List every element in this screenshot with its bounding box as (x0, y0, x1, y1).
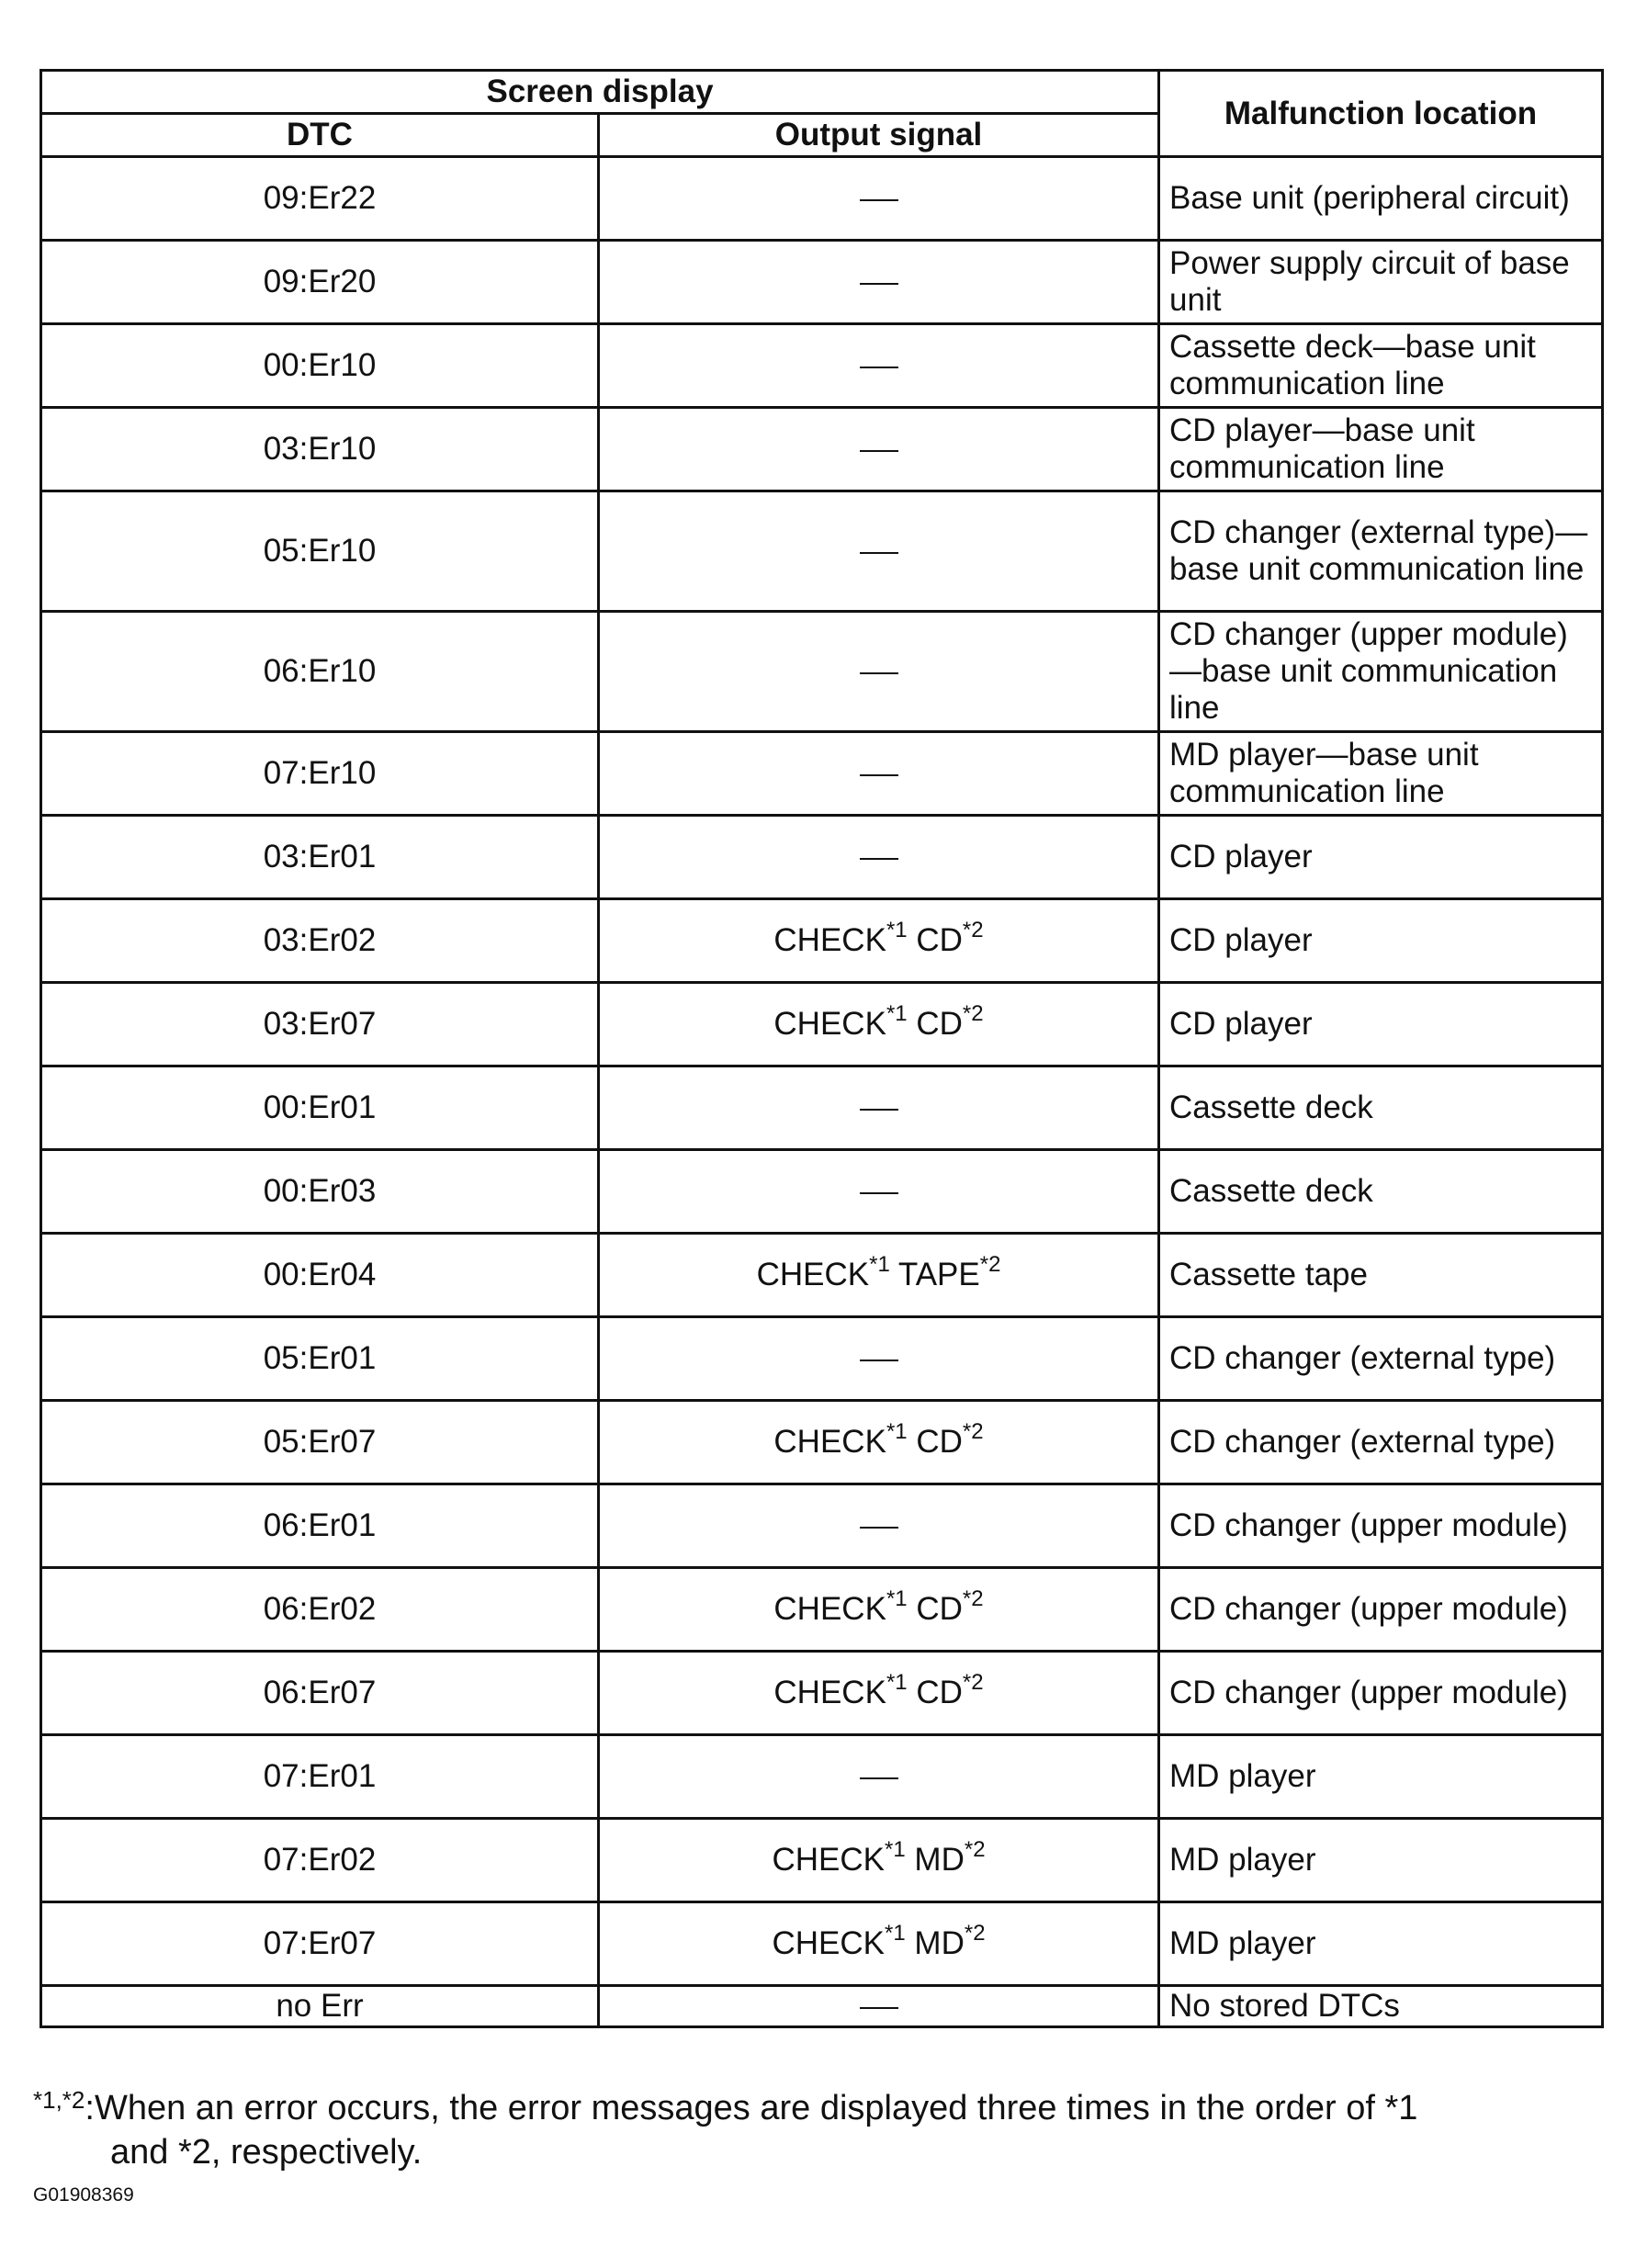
table-row (41, 983, 1603, 1066)
output-signal-cell (599, 1986, 1159, 2027)
em-dash (860, 1777, 898, 1779)
malfunction-location-cell: Cassette deck (1159, 1066, 1603, 1150)
output-sup-2: *2 (962, 1001, 984, 1027)
output-signal-cell (599, 1317, 1159, 1401)
output-signal-cell (599, 1819, 1159, 1902)
footnote (33, 2078, 1595, 2174)
table-row (41, 408, 1603, 491)
dtc-cell: 03:Er07 (41, 983, 599, 1066)
output-sup-1: *1 (869, 1252, 890, 1278)
output-signal-cell (599, 1568, 1159, 1652)
table-row (41, 1150, 1603, 1234)
output-signal-cell (599, 732, 1159, 816)
table-row (41, 1819, 1603, 1902)
table-row (41, 1735, 1603, 1819)
dtc-cell: 03:Er02 (41, 899, 599, 983)
output-signal-cell (599, 491, 1159, 612)
output-signal-cell (599, 408, 1159, 491)
output-signal-cell (599, 1735, 1159, 1819)
dtc-table (39, 69, 1604, 2028)
em-dash (860, 2007, 898, 2009)
output-sup-2: *2 (962, 1670, 984, 1696)
output-word-1: CHECK (773, 922, 886, 958)
table-row (41, 1401, 1603, 1484)
dtc-cell: 07:Er02 (41, 1819, 599, 1902)
output-word-2: CD (916, 1591, 963, 1627)
table-row (41, 732, 1603, 816)
malfunction-location-cell: CD changer (upper module) (1159, 1652, 1603, 1735)
table-row (41, 1986, 1603, 2027)
malfunction-location-cell: No stored DTCs (1159, 1986, 1603, 2027)
malfunction-location-cell: CD changer (upper module)—base unit communication line (1159, 612, 1603, 732)
output-signal-cell (599, 612, 1159, 732)
dtc-cell: 07:Er07 (41, 1902, 599, 1986)
em-dash (860, 450, 898, 452)
table-row (41, 1317, 1603, 1401)
output-word-1: CHECK (756, 1257, 870, 1292)
malfunction-location-cell: MD player (1159, 1902, 1603, 1986)
dtc-cell: 06:Er07 (41, 1652, 599, 1735)
output-word-2: CD (916, 922, 963, 958)
dtc-cell: 09:Er22 (41, 157, 599, 241)
table-row (41, 1066, 1603, 1150)
output-sup-1: *1 (886, 1586, 908, 1612)
output-signal-cell (599, 1066, 1159, 1150)
dtc-cell: 05:Er07 (41, 1401, 599, 1484)
em-dash (860, 774, 898, 776)
dtc-cell: 03:Er10 (41, 408, 599, 491)
dtc-cell: 00:Er04 (41, 1234, 599, 1317)
output-word-2: MD (914, 1925, 965, 1961)
output-signal-cell (599, 1234, 1159, 1317)
dtc-cell: 06:Er01 (41, 1484, 599, 1568)
output-word-1: CHECK (773, 1424, 886, 1460)
malfunction-location-cell: MD player (1159, 1735, 1603, 1819)
malfunction-location-cell: CD player—base unit communication line (1159, 408, 1603, 491)
malfunction-location-cell: Base unit (peripheral circuit) (1159, 157, 1603, 241)
output-sup-1: *1 (886, 1419, 908, 1445)
dtc-cell: 00:Er10 (41, 324, 599, 408)
malfunction-location-cell: Cassette tape (1159, 1234, 1603, 1317)
output-word-2: TAPE (897, 1257, 980, 1292)
em-dash (860, 199, 898, 201)
dtc-cell: 00:Er01 (41, 1066, 599, 1150)
dtc-cell: 05:Er01 (41, 1317, 599, 1401)
header-malfunction-location: Malfunction location (1159, 71, 1603, 157)
output-word-1: CHECK (773, 1591, 886, 1627)
output-word-1: CHECK (772, 1842, 885, 1878)
dtc-cell: 00:Er03 (41, 1150, 599, 1234)
output-signal-cell (599, 899, 1159, 983)
output-word-2: CD (916, 1424, 963, 1460)
table-row (41, 1652, 1603, 1735)
dtc-table-body (41, 157, 1603, 2027)
footnote-line-2: and *2, respectively. (110, 2133, 423, 2172)
output-word-2: CD (916, 1006, 963, 1042)
table-row (41, 157, 1603, 241)
malfunction-location-cell: CD changer (upper module) (1159, 1484, 1603, 1568)
header-output-signal: Output signal (599, 114, 1159, 157)
malfunction-location-cell: CD player (1159, 983, 1603, 1066)
malfunction-location-cell: CD changer (external type) (1159, 1401, 1603, 1484)
em-dash (860, 552, 898, 554)
dtc-cell: 06:Er02 (41, 1568, 599, 1652)
dtc-cell: 05:Er10 (41, 491, 599, 612)
dtc-cell: 09:Er20 (41, 241, 599, 324)
output-signal-cell (599, 324, 1159, 408)
em-dash (860, 858, 898, 860)
dtc-cell: 03:Er01 (41, 816, 599, 899)
table-row (41, 324, 1603, 408)
malfunction-location-cell: CD player (1159, 816, 1603, 899)
em-dash (860, 367, 898, 368)
malfunction-location-cell: CD changer (external type)—base unit communication line (1159, 491, 1603, 612)
output-word-1: CHECK (773, 1675, 886, 1710)
table-row (41, 1568, 1603, 1652)
output-signal-cell (599, 241, 1159, 324)
footnote-line-1: :When an error occurs, the error messages are displayed three times in the order of *1 (85, 2089, 1418, 2127)
malfunction-location-cell: Power supply circuit of base unit (1159, 241, 1603, 324)
malfunction-location-cell: CD changer (upper module) (1159, 1568, 1603, 1652)
malfunction-location-cell: MD player (1159, 1819, 1603, 1902)
output-sup-2: *2 (962, 1586, 984, 1612)
output-signal-cell (599, 1150, 1159, 1234)
table-row (41, 1484, 1603, 1568)
output-word-1: CHECK (773, 1006, 886, 1042)
table-row (41, 491, 1603, 612)
output-sup-2: *2 (979, 1252, 1001, 1278)
table-row (41, 816, 1603, 899)
table-row (41, 1234, 1603, 1317)
dtc-cell: no Err (41, 1986, 599, 2027)
header-row-1 (41, 71, 1603, 114)
output-sup-2: *2 (964, 1921, 986, 1946)
output-word-2: CD (916, 1675, 963, 1710)
malfunction-location-cell: MD player—base unit communication line (1159, 732, 1603, 816)
dtc-cell: 07:Er10 (41, 732, 599, 816)
dtc-cell: 06:Er10 (41, 612, 599, 732)
output-sup-2: *2 (962, 918, 984, 943)
em-dash (860, 1527, 898, 1529)
output-word-1: CHECK (772, 1925, 885, 1961)
output-sup-1: *1 (886, 1001, 908, 1027)
em-dash (860, 1192, 898, 1194)
output-sup-2: *2 (964, 1837, 986, 1863)
header-screen-display: Screen display (41, 71, 1159, 114)
output-signal-cell (599, 1902, 1159, 1986)
output-signal-cell (599, 816, 1159, 899)
table-row (41, 241, 1603, 324)
output-sup-1: *1 (886, 918, 908, 943)
malfunction-location-cell: Cassette deck (1159, 1150, 1603, 1234)
em-dash (860, 672, 898, 674)
em-dash (860, 283, 898, 285)
output-sup-1: *1 (885, 1921, 906, 1946)
dtc-cell: 07:Er01 (41, 1735, 599, 1819)
output-signal-cell (599, 1484, 1159, 1568)
output-signal-cell (599, 1652, 1159, 1735)
output-sup-1: *1 (885, 1837, 906, 1863)
malfunction-location-cell: CD changer (external type) (1159, 1317, 1603, 1401)
output-word-2: MD (914, 1842, 965, 1878)
output-signal-cell (599, 983, 1159, 1066)
output-sup-2: *2 (962, 1419, 984, 1445)
header-dtc: DTC (41, 114, 599, 157)
malfunction-location-cell: Cassette deck—base unit communication line (1159, 324, 1603, 408)
output-signal-cell (599, 1401, 1159, 1484)
malfunction-location-cell: CD player (1159, 899, 1603, 983)
table-row (41, 899, 1603, 983)
footnote-marks: *1,*2 (33, 2086, 85, 2114)
output-sup-1: *1 (886, 1670, 908, 1696)
em-dash (860, 1109, 898, 1111)
table-row (41, 612, 1603, 732)
em-dash (860, 1360, 898, 1361)
output-signal-cell (599, 157, 1159, 241)
figure-code: G01908369 (33, 2184, 134, 2206)
table-row (41, 1902, 1603, 1986)
